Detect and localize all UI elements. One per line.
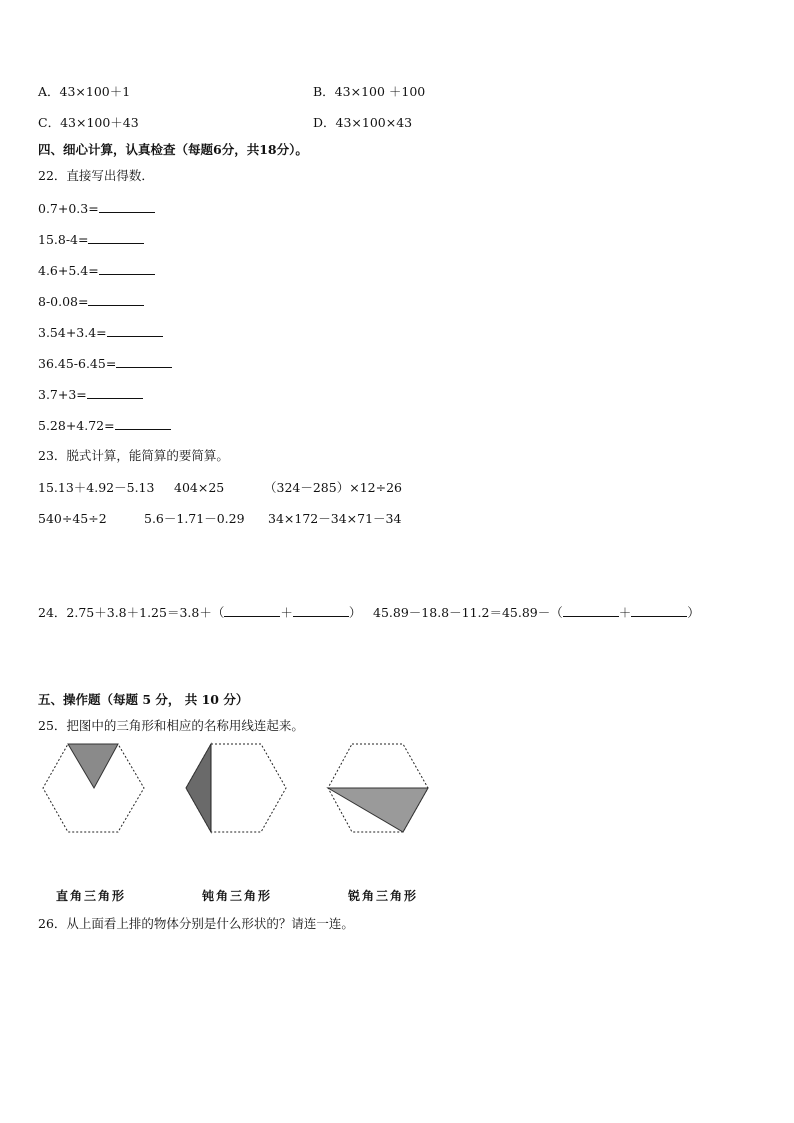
q22-expr: 5.28+4.72= [38,418,115,433]
q23-expr: 34×172－34×71－34 [268,511,402,526]
q22-expr: 36.45-6.45= [38,356,117,371]
q24-expr: 24．2.75＋3.8＋1.25＝3.8＋（ [38,605,225,620]
shaded-triangle[interactable] [68,744,118,788]
label-right-triangle[interactable]: 直角三角形 [56,889,127,903]
choice-c: C．43×100＋43 [38,115,139,130]
hexagon-figure-2[interactable] [186,744,286,832]
choice-a: A．43×100＋1 [38,84,131,99]
choice-b: B．43×100 ＋100 [313,84,426,99]
q22-expr: 4.6+5.4= [38,263,99,278]
label-acute-triangle[interactable]: 锐角三角形 [348,889,419,903]
hexagon-figure-3[interactable] [328,744,428,832]
close-paren: ） [348,605,362,620]
q22-expr: 3.7+3= [38,387,87,402]
q23-expr: 540÷45÷2 [38,511,107,526]
section5-heading: 五、操作题（每题 5 分， 共 10 分） [38,692,249,707]
q25-title: 25．把图中的三角形和相应的名称用线连起来。 [38,718,304,733]
plus-sign: ＋ [280,605,293,620]
plus-sign: ＋ [618,605,632,620]
q22-expr: 3.54+3.4= [38,325,107,340]
q26-title: 26．从上面看上排的物体分别是什么形状的？请连一连。 [38,916,354,931]
shaded-triangle[interactable] [328,788,428,832]
q23-expr: （324－285）×12÷26 [264,480,402,495]
q22-expr: 0.7+0.3= [38,201,99,216]
q23-expr: 5.6－1.71－0.29 [144,511,245,526]
q23-title: 23．脱式计算，能简算的要简算。 [38,448,229,463]
q24-expr: 45.89－18.8－11.2＝45.89－（ [373,605,563,620]
section4-heading: 四、细心计算，认真检查（每题6分，共18分）。 [38,142,308,157]
q23-expr: 15.13＋4.92－5.13 [38,480,155,495]
label-obtuse-triangle[interactable]: 钝角三角形 [202,889,273,903]
choice-d: D．43×100×43 [313,115,413,130]
close-paren: ） [687,605,700,620]
q23-expr: 404×25 [174,480,225,495]
q22-title: 22．直接写出得数． [38,168,154,183]
q22-expr: 8-0.08= [38,294,89,309]
q22-expr: 15.8-4= [38,232,89,247]
shaded-triangle[interactable] [186,744,211,832]
hexagon-figure-1[interactable] [43,744,144,832]
